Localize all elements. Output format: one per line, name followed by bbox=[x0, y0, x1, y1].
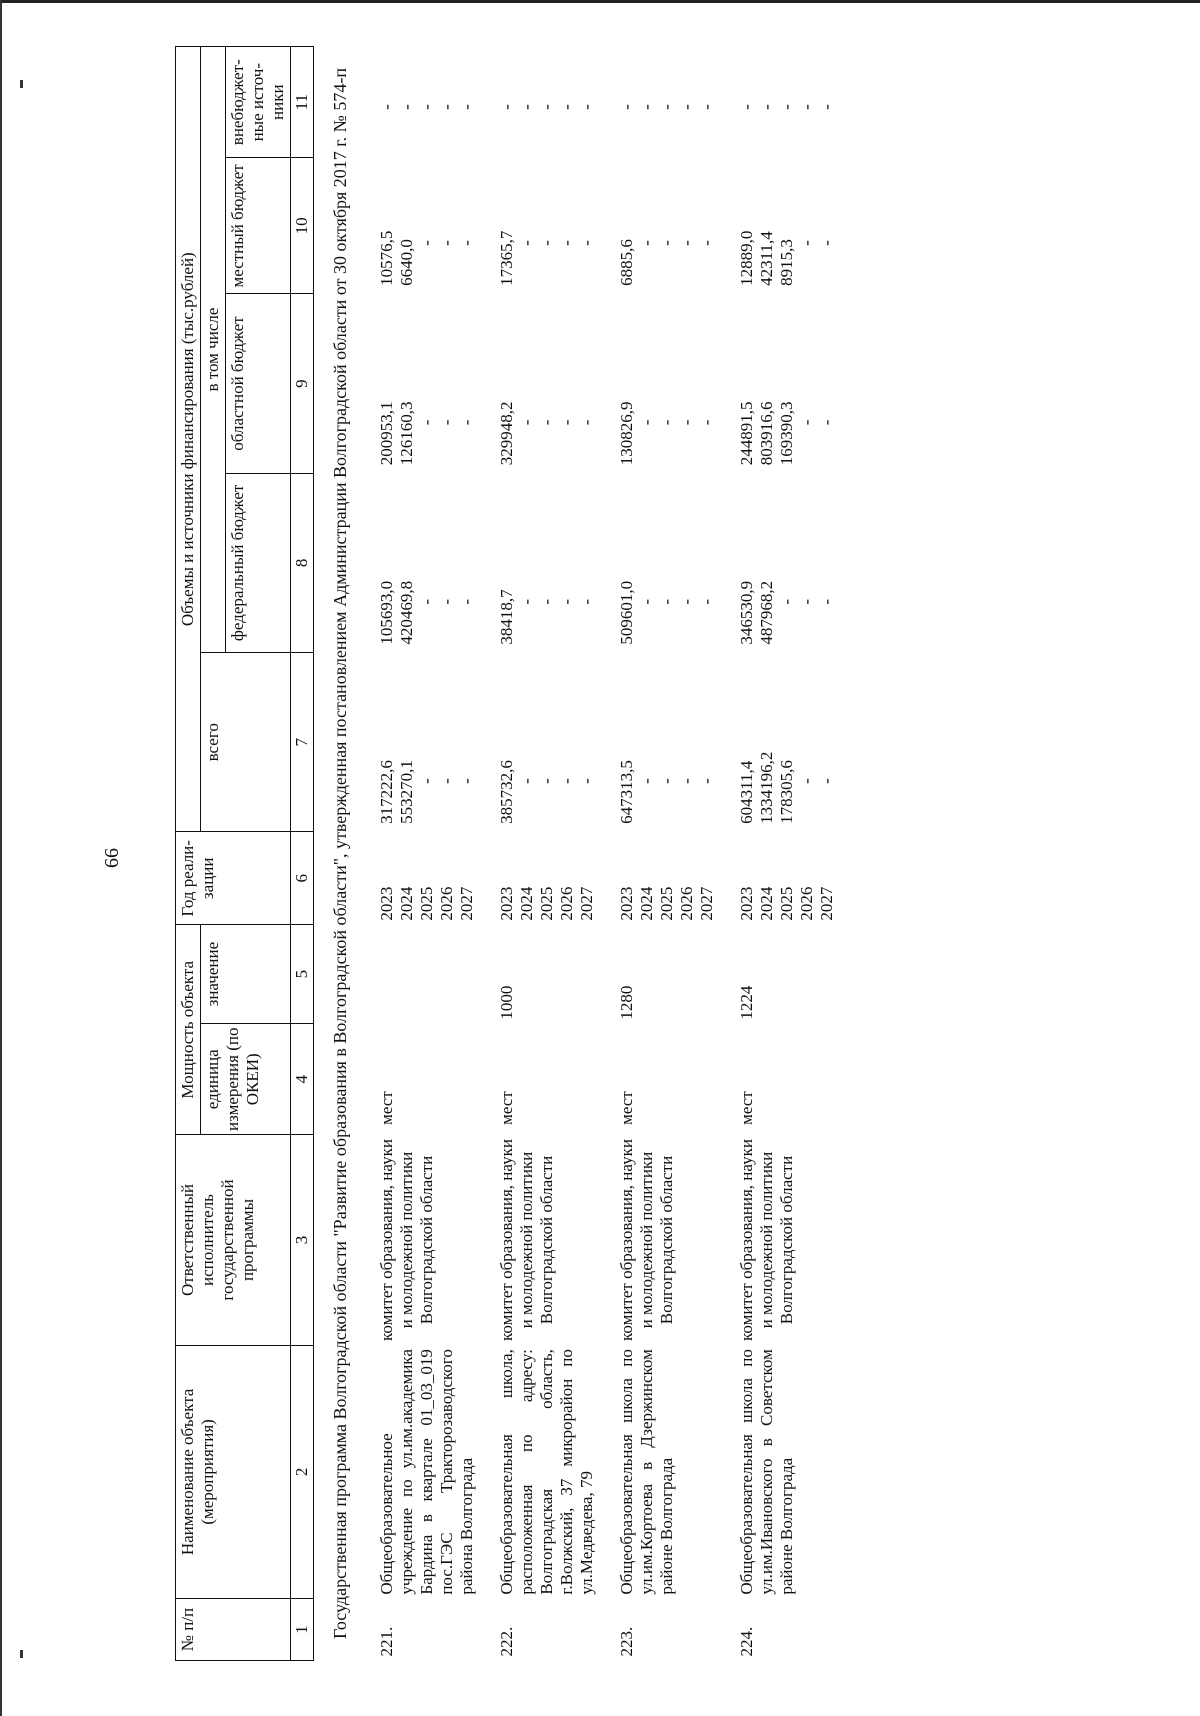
column-number: 1 bbox=[291, 1599, 314, 1661]
value-cell: - bbox=[397, 104, 416, 110]
value-cell: - bbox=[797, 104, 816, 110]
value-cell: - bbox=[697, 240, 716, 246]
value-cell: - bbox=[637, 240, 656, 246]
value-cell: 244891,5 bbox=[737, 401, 756, 466]
value-cell: 2025 bbox=[417, 886, 436, 921]
year-list bbox=[371, 832, 491, 925]
value-cell: 38418,7 bbox=[497, 589, 516, 645]
federal-values bbox=[611, 473, 731, 652]
value-cell: 2026 bbox=[797, 886, 816, 921]
value-cell: 6885,6 bbox=[617, 239, 636, 286]
value-cell: - bbox=[817, 778, 836, 784]
value-cell: - bbox=[677, 419, 696, 426]
value-cell: - bbox=[537, 778, 556, 784]
value-cell: - bbox=[537, 419, 556, 426]
value-cell: 12889,0 bbox=[737, 230, 756, 286]
column-number: 6 bbox=[291, 832, 314, 925]
table-row bbox=[371, 47, 491, 1661]
value-cell: 2025 bbox=[537, 886, 556, 921]
value-cell: 553270,1 bbox=[397, 760, 416, 824]
value-cell: 105693,0 bbox=[377, 580, 396, 645]
value-cell: - bbox=[677, 778, 696, 784]
value-cell: - bbox=[677, 104, 696, 110]
program-title: Государственная программа Волгоградской области "Развитие образования в Волгоградской области", утвержденная постановлением Администрации Волгоградской области от 30 октября 2017 г. № 574-п bbox=[330, 68, 350, 1639]
capacity-value: 1224 bbox=[737, 985, 756, 1020]
responsible-executor: комитет образования, науки и молодежной политики Волгоградской области bbox=[737, 1139, 796, 1341]
value-cell: - bbox=[437, 778, 456, 784]
value-cell: - bbox=[657, 778, 676, 784]
value-cell: - bbox=[517, 240, 536, 246]
value-cell: - bbox=[637, 104, 656, 110]
extrabudget-values bbox=[491, 47, 611, 158]
header-total: всего bbox=[201, 653, 291, 832]
value-cell: - bbox=[757, 104, 776, 110]
value-cell: - bbox=[637, 598, 656, 605]
column-number: 2 bbox=[291, 1345, 314, 1599]
total-values bbox=[491, 653, 611, 832]
value-cell: - bbox=[457, 598, 476, 605]
value-cell: 178305,6 bbox=[777, 760, 796, 824]
value-cell: - bbox=[637, 778, 656, 784]
value-cell: - bbox=[437, 598, 456, 605]
value-cell: - bbox=[797, 240, 816, 246]
responsible-executor: комитет образования, науки и молодежной политики Волгоградской области bbox=[377, 1139, 436, 1341]
capacity-value: 1280 bbox=[617, 985, 636, 1020]
value-cell: - bbox=[437, 104, 456, 110]
value-cell: 647313,5 bbox=[617, 760, 636, 824]
value-cell: 126160,3 bbox=[397, 401, 416, 466]
value-cell: 2023 bbox=[377, 886, 396, 921]
capacity-unit: мест bbox=[497, 1091, 516, 1125]
value-cell: - bbox=[537, 240, 556, 246]
value-cell: - bbox=[817, 598, 836, 605]
value-cell: - bbox=[657, 104, 676, 110]
column-number: 10 bbox=[291, 158, 314, 294]
value-cell: - bbox=[457, 419, 476, 426]
value-cell: - bbox=[557, 419, 576, 426]
responsible-executor: комитет образования, науки и молодежной политики Волгоградской области bbox=[617, 1139, 676, 1341]
value-cell: 2023 bbox=[737, 886, 756, 921]
value-cell: - bbox=[637, 419, 656, 426]
value-cell: - bbox=[517, 104, 536, 110]
value-cell: - bbox=[437, 419, 456, 426]
value-cell: - bbox=[517, 778, 536, 784]
value-cell: - bbox=[697, 778, 716, 784]
capacity-unit: мест bbox=[377, 1091, 396, 1125]
value-cell: - bbox=[677, 240, 696, 246]
header-capacity-value: значение bbox=[201, 925, 291, 1024]
regional-values bbox=[611, 294, 731, 473]
value-cell: - bbox=[617, 104, 636, 110]
column-number: 5 bbox=[291, 925, 314, 1024]
row-number: 222. bbox=[497, 1626, 516, 1657]
column-number: 3 bbox=[291, 1135, 314, 1345]
header-year: Год реали-зации bbox=[176, 832, 291, 925]
value-cell: - bbox=[577, 598, 596, 605]
value-cell: 2024 bbox=[637, 886, 656, 921]
value-cell: - bbox=[657, 419, 676, 426]
value-cell: 604311,4 bbox=[737, 760, 756, 824]
value-cell: - bbox=[417, 104, 436, 110]
header-object-name: Наименование объекта (мероприятия) bbox=[176, 1345, 291, 1599]
local-values bbox=[491, 158, 611, 294]
value-cell: - bbox=[797, 419, 816, 426]
local-values bbox=[371, 158, 491, 294]
column-number: 9 bbox=[291, 294, 314, 473]
capacity-unit: мест bbox=[737, 1091, 756, 1125]
value-cell: 346530,9 bbox=[737, 580, 756, 645]
value-cell: - bbox=[537, 598, 556, 605]
value-cell: - bbox=[657, 240, 676, 246]
value-cell: 1334196,2 bbox=[757, 751, 776, 824]
responsible-executor: комитет образования, науки и молодежной политики Волгоградской области bbox=[497, 1139, 556, 1341]
value-cell: 10576,5 bbox=[377, 230, 396, 286]
value-cell: - bbox=[457, 104, 476, 110]
total-values bbox=[371, 653, 491, 832]
value-cell: - bbox=[777, 598, 796, 605]
value-cell: 2024 bbox=[757, 886, 776, 921]
column-number: 4 bbox=[291, 1024, 314, 1135]
value-cell: 2027 bbox=[577, 886, 596, 921]
value-cell: - bbox=[417, 240, 436, 246]
value-cell: - bbox=[417, 778, 436, 784]
value-cell: - bbox=[557, 104, 576, 110]
value-cell: - bbox=[697, 104, 716, 110]
value-cell: 17365,7 bbox=[497, 230, 516, 286]
value-cell: - bbox=[537, 104, 556, 110]
value-cell: - bbox=[557, 778, 576, 784]
value-cell: 487968,2 bbox=[757, 580, 776, 645]
row-number: 224. bbox=[737, 1626, 756, 1657]
extrabudget-values bbox=[371, 47, 491, 158]
federal-values bbox=[371, 473, 491, 652]
value-cell: - bbox=[697, 419, 716, 426]
value-cell: - bbox=[817, 240, 836, 246]
capacity-unit: мест bbox=[617, 1091, 636, 1125]
year-list bbox=[611, 832, 731, 925]
value-cell: 2027 bbox=[817, 886, 836, 921]
value-cell: - bbox=[577, 778, 596, 784]
object-name: Общеобразовательное учреждение по ул.им.академика Бардина в квартале 01_03_019 пос.ГЭС Тракторозаводского района Волгограда bbox=[377, 1349, 476, 1595]
capacity-value: 1000 bbox=[497, 985, 516, 1020]
regional-values bbox=[491, 294, 611, 473]
object-name: Общеобразовательная школа по ул.им.Ивановского в Советском районе Волгограда bbox=[737, 1349, 796, 1595]
value-cell: - bbox=[377, 104, 396, 110]
header-federal: федеральный бюджет bbox=[226, 473, 291, 652]
column-number: 8 bbox=[291, 473, 314, 652]
value-cell: - bbox=[677, 598, 696, 605]
object-name: Общеобразовательная школа по ул.им.Кортоева в Дзержинском районе Волгограда bbox=[617, 1349, 676, 1595]
header-unit: единица измерения (по ОКЕИ) bbox=[201, 1024, 291, 1135]
value-cell: - bbox=[817, 419, 836, 426]
page-number: 66 bbox=[101, 848, 123, 868]
capacity-value bbox=[371, 925, 491, 1024]
regional-values bbox=[371, 294, 491, 473]
value-cell: 2023 bbox=[617, 886, 636, 921]
value-cell: 2025 bbox=[777, 886, 796, 921]
value-cell: - bbox=[557, 240, 576, 246]
value-cell: 42311,4 bbox=[757, 231, 776, 286]
value-cell: - bbox=[577, 240, 596, 246]
value-cell: 2027 bbox=[457, 886, 476, 921]
header-regional: областной бюджет bbox=[226, 294, 291, 473]
value-cell: - bbox=[577, 419, 596, 426]
year-list bbox=[491, 832, 611, 925]
value-cell: 2024 bbox=[517, 886, 536, 921]
value-cell: 2025 bbox=[657, 886, 676, 921]
value-cell: 385732,6 bbox=[497, 760, 516, 824]
value-cell: - bbox=[517, 419, 536, 426]
value-cell: 8915,3 bbox=[777, 239, 796, 286]
value-cell: 420469,8 bbox=[397, 580, 416, 645]
value-cell: 2027 bbox=[697, 886, 716, 921]
value-cell: 2026 bbox=[677, 886, 696, 921]
value-cell: 2026 bbox=[437, 886, 456, 921]
value-cell: - bbox=[817, 104, 836, 110]
value-cell: - bbox=[517, 598, 536, 605]
value-cell: 130826,9 bbox=[617, 401, 636, 466]
value-cell: 169390,3 bbox=[777, 401, 796, 466]
value-cell: - bbox=[417, 598, 436, 605]
value-cell: 317222,6 bbox=[377, 760, 396, 824]
local-values bbox=[611, 158, 731, 294]
value-cell: - bbox=[437, 240, 456, 246]
value-cell: 6640,0 bbox=[397, 239, 416, 286]
value-cell: - bbox=[497, 104, 516, 110]
table-row bbox=[491, 47, 611, 1661]
value-cell: - bbox=[577, 104, 596, 110]
value-cell: - bbox=[657, 598, 676, 605]
federal-values bbox=[491, 473, 611, 652]
federal-values bbox=[731, 473, 851, 652]
header-capacity-group: Мощность объекта bbox=[176, 925, 201, 1135]
year-list bbox=[731, 832, 851, 925]
header-extrabudget: внебюджет-ные источ-ники bbox=[226, 47, 291, 158]
header-number: № п/п bbox=[176, 1599, 291, 1661]
total-values bbox=[731, 653, 851, 832]
extrabudget-values bbox=[611, 47, 731, 158]
total-values bbox=[611, 653, 731, 832]
header-local: местный бюджет bbox=[226, 158, 291, 294]
local-values bbox=[731, 158, 851, 294]
value-cell: 803916,6 bbox=[757, 401, 776, 466]
header-including: в том числе bbox=[201, 47, 226, 653]
table-row bbox=[611, 47, 731, 1661]
value-cell: - bbox=[697, 598, 716, 605]
value-cell: 2023 bbox=[497, 886, 516, 921]
regional-values bbox=[731, 294, 851, 473]
value-cell: - bbox=[557, 598, 576, 605]
value-cell: 200953,1 bbox=[377, 401, 396, 466]
value-cell: - bbox=[777, 104, 796, 110]
column-number: 11 bbox=[291, 47, 314, 158]
value-cell: - bbox=[457, 240, 476, 246]
value-cell: - bbox=[797, 598, 816, 605]
header-finance-group: Объемы и источники финансирования (тыс.рублей) bbox=[176, 47, 201, 832]
financing-table bbox=[175, 46, 851, 1661]
object-name: Общеобразовательная школа, расположенная по адресу: Волгоградская область, г.Волжский, 37 микрорайон по ул.Медведева, 79 bbox=[497, 1349, 596, 1595]
row-number: 221. bbox=[377, 1626, 396, 1657]
value-cell: - bbox=[737, 104, 756, 110]
value-cell: - bbox=[457, 778, 476, 784]
extrabudget-values bbox=[731, 47, 851, 158]
value-cell: 329948,2 bbox=[497, 401, 516, 466]
value-cell: - bbox=[797, 778, 816, 784]
value-cell: - bbox=[417, 419, 436, 426]
row-number: 223. bbox=[617, 1626, 636, 1657]
header-responsible: Ответственный исполнитель государственной программы bbox=[176, 1135, 291, 1345]
value-cell: 2024 bbox=[397, 886, 416, 921]
value-cell: 2026 bbox=[557, 886, 576, 921]
value-cell: 509601,0 bbox=[617, 580, 636, 645]
column-number: 7 bbox=[291, 653, 314, 832]
table-row bbox=[731, 47, 851, 1661]
